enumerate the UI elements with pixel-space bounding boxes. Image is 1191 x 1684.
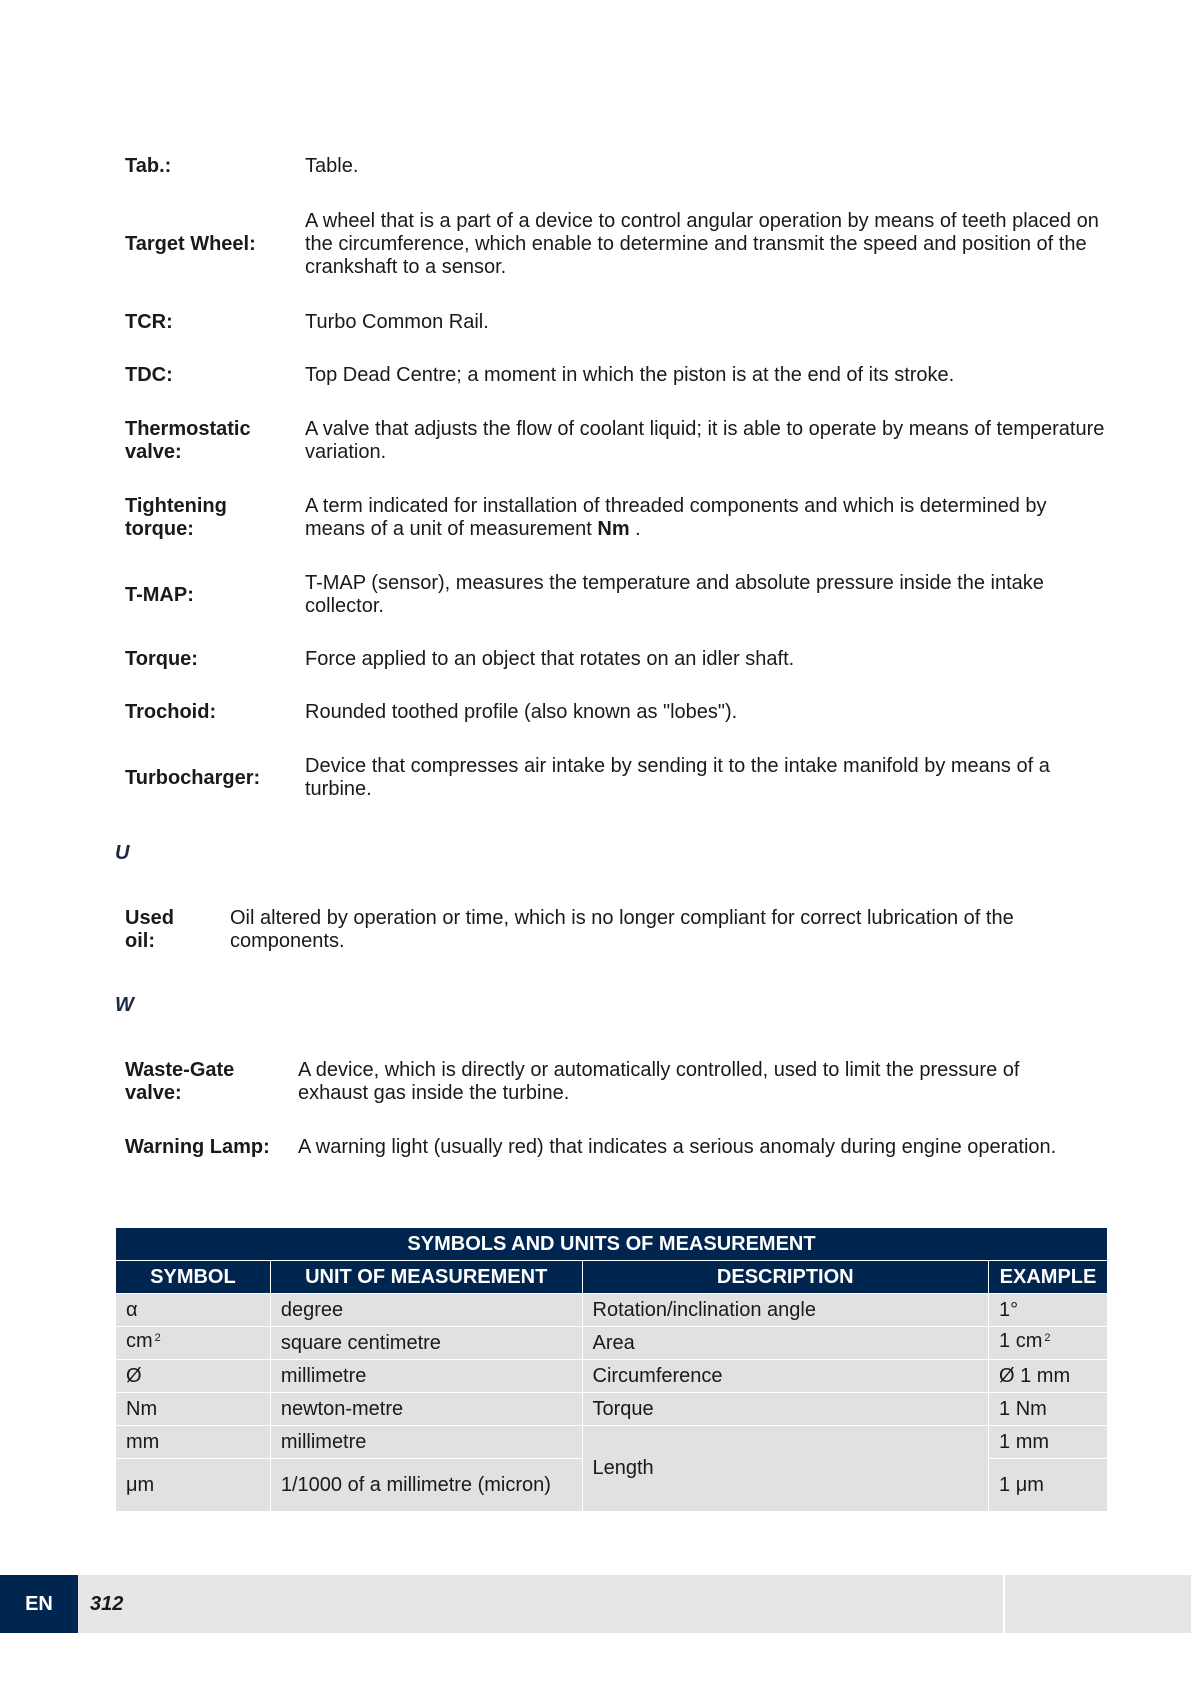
glossary-term: TDC: [125,364,173,386]
cell-description: Length [582,1426,989,1512]
column-header-example: EXAMPLE [989,1261,1108,1294]
cell-description: Area [582,1327,989,1360]
glossary-term: Tightening torque: [125,495,227,540]
glossary-term: Used oil: [125,907,174,952]
symbol-text: μm [126,1473,155,1496]
cell-symbol [116,1360,271,1393]
cell-description: Rotation/inclination angle [582,1294,989,1327]
column-header-description: DESCRIPTION [582,1261,989,1294]
example-text: 1 cm [999,1330,1043,1352]
table-row [116,1294,1108,1327]
footer-divider [1003,1575,1005,1633]
glossary-definition: A warning light (usually red) that indicates a serious anomaly during engine operation. [298,1136,1057,1158]
section-letter-w: W [115,994,134,1016]
cell-unit: millimetre [270,1360,582,1393]
glossary-definition: A wheel that is a part of a device to control angular operation by means of teeth placed on the circumference, which enable to determine and transmit the speed and position of the crankshaft to a sensor. [305,210,1099,278]
glossary-entry-trochoid [125,701,1105,724]
cell-unit: square centimetre [270,1327,582,1360]
glossary-term: Trochoid: [125,701,217,723]
glossary-term: Tab.: [125,155,172,177]
glossary-term: Thermostatic valve: [125,418,251,463]
symbol-text: α [126,1298,138,1321]
glossary-entry-waste-gate-valve [125,1059,1045,1105]
glossary-entry-used-oil [125,907,1045,953]
glossary-definition: T-MAP (sensor), measures the temperature and absolute pressure inside the intake collector. [305,572,1044,617]
cell-unit: millimetre [270,1426,582,1459]
cell-symbol [116,1393,271,1426]
definition-unit: Nm [597,518,630,540]
glossary-definition [305,495,1105,541]
glossary-definition: Device that compresses air intake by sending it to the intake manifold by means of a turbine. [305,755,1050,800]
glossary-entry-warning-lamp [125,1136,1105,1159]
symbol-text: mm [126,1430,160,1453]
page-number: 312 [90,1593,124,1615]
glossary-definition: Turbo Common Rail. [305,311,489,333]
glossary-term: Target Wheel: [125,233,256,255]
glossary-definition: Force applied to an object that rotates on an idler shaft. [305,648,795,670]
cell-example: Ø 1 mm [989,1360,1108,1393]
glossary-definition: A valve that adjusts the flow of coolant liquid; it is able to operate by means of temperature variation. [305,418,1105,463]
symbol-superscript: 2 [154,1332,161,1344]
glossary-definition: Rounded toothed profile (also known as "lobes"). [305,701,738,723]
cell-example: 1 mm [989,1426,1108,1459]
cell-description: Circumference [582,1360,989,1393]
glossary-term: Torque: [125,648,198,670]
table-row [116,1393,1108,1426]
column-header-unit: UNIT OF MEASUREMENT [270,1261,582,1294]
glossary-entry-tightening-torque [125,495,1105,541]
cell-unit: degree [270,1294,582,1327]
glossary-definition: Top Dead Centre; a moment in which the piston is at the end of its stroke. [305,364,955,386]
language-badge: EN [0,1575,78,1633]
cell-symbol [116,1294,271,1327]
glossary-entry-thermostatic-valve [125,418,1105,464]
definition-text: A term indicated for installation of threaded components and which is determined by means of a unit of measurement [305,495,1047,540]
glossary-definition: Oil altered by operation or time, which is no longer compliant for correct lubrication of the components. [230,907,1014,952]
glossary-entry-tdc [125,364,1105,387]
units-table [115,1227,1108,1512]
table-row [116,1360,1108,1393]
definition-text-end: . [629,518,641,540]
symbol-text: Ø [126,1364,142,1387]
cell-symbol [116,1327,271,1360]
section-letter-u: U [115,842,130,864]
cell-unit: 1/1000 of a millimetre (micron) [270,1459,582,1512]
glossary-term: TCR: [125,311,173,333]
example-superscript: 2 [1044,1332,1051,1344]
symbol-text: Nm [126,1397,158,1420]
glossary-entry-tab [125,155,1105,178]
glossary-term: Turbocharger: [125,766,261,789]
page-footer [0,1575,1191,1633]
glossary-entry-t-map [125,572,1105,618]
cell-example: 1 Nm [989,1393,1108,1426]
cell-example: 1° [989,1294,1108,1327]
glossary-term: T-MAP: [125,583,194,606]
cell-description: Torque [582,1393,989,1426]
units-table-title: SYMBOLS AND UNITS OF MEASUREMENT [116,1228,1108,1261]
table-row [116,1426,1108,1459]
column-header-symbol: SYMBOL [116,1261,271,1294]
cell-symbol [116,1426,271,1459]
glossary-term: Warning Lamp: [125,1136,270,1158]
glossary-definition: A device, which is directly or automatically controlled, used to limit the pressure of exhaust gas inside the turbine. [298,1059,1020,1104]
cell-example: 1 μm [989,1459,1108,1512]
cell-symbol [116,1459,271,1512]
glossary-entry-tcr [125,311,1105,334]
cell-unit: newton-metre [270,1393,582,1426]
glossary-term: Waste-Gate valve: [125,1059,235,1104]
symbol-text: cm [126,1330,153,1352]
glossary-entry-target-wheel [125,210,1105,279]
cell-example [989,1327,1108,1360]
glossary-entry-torque [125,648,1105,671]
glossary-definition: Table. [305,155,359,177]
glossary-entry-turbocharger [125,755,1105,801]
table-row [116,1327,1108,1360]
